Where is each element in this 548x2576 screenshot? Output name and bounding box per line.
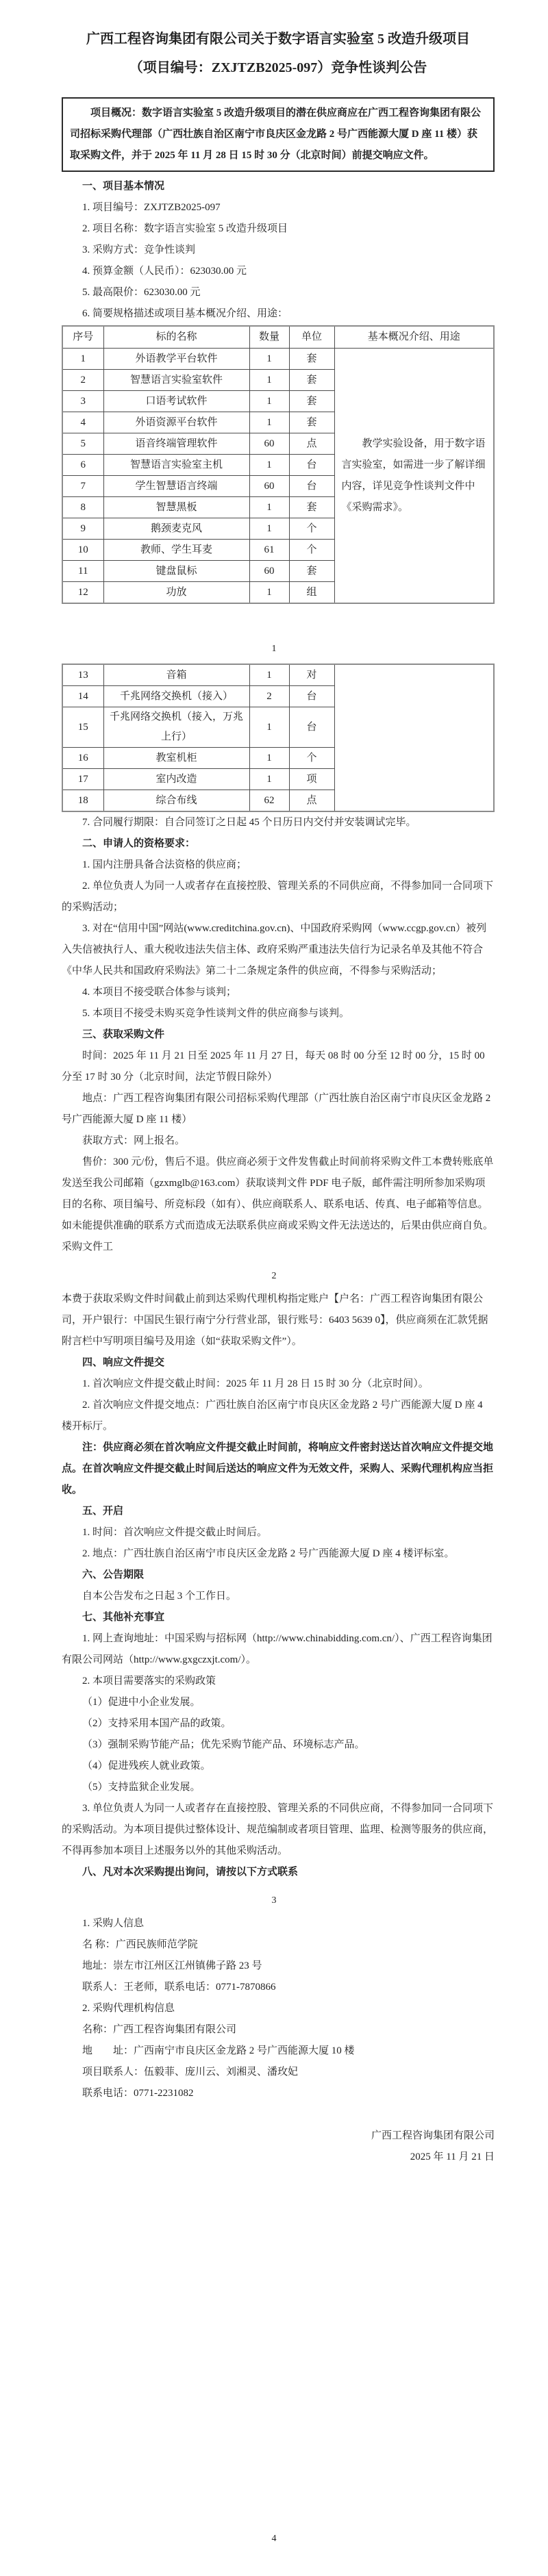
paragraph: 2. 本项目需要落实的采购政策 xyxy=(82,1676,216,1687)
item-qty-cell: 1 xyxy=(249,582,289,604)
item-unit-cell: 个 xyxy=(289,540,334,561)
item-qty-cell: 62 xyxy=(249,790,289,812)
item-unit-cell: 套 xyxy=(289,391,334,412)
item-name-cell: 音箱 xyxy=(103,664,249,686)
paragraph: （1）促进中小企业发展。 xyxy=(82,1697,201,1708)
item-unit-cell: 组 xyxy=(289,582,334,604)
section-heading: 四、响应文件提交 xyxy=(82,1357,165,1368)
item-qty-cell: 1 xyxy=(249,664,289,686)
item-unit-cell: 点 xyxy=(289,790,334,812)
note-paragraph: 注：供应商必须在首次响应文件提交截止时间前，将响应文件密封送达首次响应文件提交地点。在首次响应文件提交截止时间后送达的响应文件为无效文件，采购人、采购代理机构应当拒收。 xyxy=(62,1442,494,1495)
item-no-cell: 11 xyxy=(62,561,103,582)
paragraph: 获取方式：网上报名。 xyxy=(82,1135,186,1146)
item-unit-cell: 台 xyxy=(289,686,334,707)
item-no-cell: 3 xyxy=(62,391,103,412)
paragraph: （5）支持监狱企业发展。 xyxy=(82,1782,201,1793)
item-qty-cell: 60 xyxy=(249,476,289,497)
table-header-row xyxy=(62,326,494,349)
item-qty-cell: 1 xyxy=(249,518,289,540)
paragraph: 6. 简要规格描述或项目基本概况介绍、用途： xyxy=(82,308,288,319)
paragraph: 2. 地点：广西壮族自治区南宁市良庆区金龙路 2 号广西能源大厦 D 座 4 楼评标室。 xyxy=(82,1548,455,1559)
doc-title-line-2: （项目编号：ZXJTZB2025-097）竞争性谈判公告 xyxy=(129,60,427,75)
item-qty-cell: 1 xyxy=(249,707,289,748)
item-name-cell: 鹅颈麦克风 xyxy=(103,518,249,540)
paragraph: 名 称：广西民族师范学院 xyxy=(82,1939,198,1950)
doc-page-4 xyxy=(0,1908,548,2576)
section-heading: 七、其他补充事宜 xyxy=(82,1612,165,1623)
item-unit-cell: 点 xyxy=(289,433,334,455)
page-number: 2 xyxy=(271,1271,277,1281)
item-no-cell: 16 xyxy=(62,748,103,769)
item-qty-cell: 2 xyxy=(249,686,289,707)
page-number: 4 xyxy=(271,2534,277,2544)
paragraph-continuation: 本费于获取采购文件时间截止前到达采购代理机构指定账户【户名：广西工程咨询集团有限公司，开户银行：中国民生银行南宁分行营业部，银行账号：6403 5639 0】，供应商须在汇款凭据附言栏中写明项目编号及用途（如“获取采购文件”）。 xyxy=(62,1293,488,1347)
item-note-cell-empty xyxy=(334,664,494,811)
item-no-cell: 1 xyxy=(62,349,103,370)
item-qty-cell: 1 xyxy=(249,391,289,412)
item-name-cell: 千兆网络交换机（接入，万兆上行） xyxy=(103,707,249,748)
project-overview-box xyxy=(62,97,495,172)
item-no-cell: 12 xyxy=(62,582,103,604)
column-header-3: 单位 xyxy=(289,326,334,349)
signature-company: 广西工程咨询集团有限公司 xyxy=(371,2130,495,2141)
item-name-cell: 外语教学平台软件 xyxy=(103,349,249,370)
paragraph: 2. 首次响应文件提交地点：广西壮族自治区南宁市良庆区金龙路 2 号广西能源大厦 D 座 4 楼开标厅。 xyxy=(62,1400,483,1432)
paragraph: 1. 时间：首次响应文件提交截止时间后。 xyxy=(82,1527,268,1538)
item-qty-cell: 1 xyxy=(249,497,289,518)
column-header-4: 基本概况介绍、用途 xyxy=(334,326,494,349)
signature-date: 2025 年 11 月 21 日 xyxy=(410,2151,495,2162)
paragraph: 1. 国内注册具备合法资格的供应商； xyxy=(82,859,247,870)
paragraph: 1. 网上查询地址：中国采购与招标网（http://www.chinabidding.com.cn/）、广西工程咨询集团有限公司网站（http://www.gxgczxjt.com/）。 xyxy=(62,1633,493,1665)
item-unit-cell: 对 xyxy=(289,664,334,686)
item-unit-cell: 套 xyxy=(289,497,334,518)
item-name-cell: 外语资源平台软件 xyxy=(103,412,249,433)
paragraph: 地 址：广西南宁市良庆区金龙路 2 号广西能源大厦 10 楼 xyxy=(82,2045,355,2056)
section-heading: 六、公告期限 xyxy=(82,1569,145,1580)
section-heading: 五、开启 xyxy=(82,1506,124,1517)
paragraph: 5. 本项目不接受未购买竞争性谈判文件的供应商参与谈判。 xyxy=(82,1008,350,1019)
paragraph: 时间：2025 年 11 月 21 日至 2025 年 11 月 27 日，每天 08 时 00 分至 12 时 00 分，15 时 00 分至 17 时 30 分（北京时间，法定节假日除外） xyxy=(62,1050,485,1083)
column-header-0: 序号 xyxy=(62,326,103,349)
item-qty-cell: 1 xyxy=(249,769,289,790)
item-name-cell: 键盘鼠标 xyxy=(103,561,249,582)
item-unit-cell: 台 xyxy=(289,455,334,476)
doc-page-1 xyxy=(0,0,548,656)
paragraph: 联系电话：0771-2231082 xyxy=(82,2088,194,2099)
paragraph: 5. 最高限价：623030.00 元 xyxy=(82,287,201,298)
paragraph: 名称：广西工程咨询集团有限公司 xyxy=(82,2024,237,2035)
page-number: 3 xyxy=(271,1895,277,1906)
item-name-cell: 室内改造 xyxy=(103,769,249,790)
paragraph: 项目联系人：伍毅菲、庞川云、刘湘灵、潘玫妃 xyxy=(82,2067,299,2078)
doc-page-3 xyxy=(0,1283,548,1908)
paragraph: 7. 合同履行期限：自合同签订之日起 45 个日历日内交付并安装调试完毕。 xyxy=(82,817,416,828)
item-qty-cell: 1 xyxy=(249,370,289,391)
item-no-cell: 8 xyxy=(62,497,103,518)
paragraph: 4. 本项目不接受联合体参与谈判； xyxy=(82,987,237,998)
section-heading: 二、申请人的资格要求： xyxy=(82,838,196,849)
paragraph: （2）支持采用本国产品的政策。 xyxy=(82,1718,232,1729)
item-name-cell: 功放 xyxy=(103,582,249,604)
item-no-cell: 13 xyxy=(62,664,103,686)
item-no-cell: 15 xyxy=(62,707,103,748)
item-name-cell: 智慧黑板 xyxy=(103,497,249,518)
item-unit-cell: 套 xyxy=(289,349,334,370)
page-number: 1 xyxy=(271,644,277,654)
item-qty-cell: 61 xyxy=(249,540,289,561)
paragraph: 2. 单位负责人为同一人或者存在直接控股、管理关系的不同供应商，不得参加同一合同项下的采购活动； xyxy=(62,881,494,913)
item-qty-cell: 60 xyxy=(249,433,289,455)
paragraph: 3. 采购方式：竞争性谈判 xyxy=(82,244,196,255)
paragraph: 联系人：王老师，联系电话：0771-7870866 xyxy=(82,1982,276,1993)
item-unit-cell: 个 xyxy=(289,518,334,540)
item-name-cell: 教室机柜 xyxy=(103,748,249,769)
paragraph: 2. 项目名称：数字语言实验室 5 改造升级项目 xyxy=(82,223,288,234)
item-qty-cell: 1 xyxy=(249,455,289,476)
paragraph: 3. 对在“信用中国”网站(www.creditchina.gov.cn)、中国政府采购网（www.ccgp.gov.cn）被列入失信被执行人、重大税收违法失信主体、政府采购严重违法失信行为记录名单及其他不符合《中华人民共和国政府采购法》第二十二条规定条件的供应商，不得参与采购活动； xyxy=(62,923,487,976)
paragraph: 2. 采购代理机构信息 xyxy=(82,2003,175,2014)
items-table-part2 xyxy=(62,664,495,812)
project-overview-text: 项目概况：数字语言实验室 5 改造升级项目的潜在供应商应在广西工程咨询集团有限公司招标采购代理部（广西壮族自治区南宁市良庆区金龙路 2 号广西能源大厦 D 座 11 楼）获取采购文件，并于 2025 年 11 月 28 日 15 时 30 分（北京时间）前提交响应文件。 xyxy=(70,108,482,161)
item-unit-cell: 个 xyxy=(289,748,334,769)
item-no-cell: 9 xyxy=(62,518,103,540)
item-no-cell: 2 xyxy=(62,370,103,391)
item-unit-cell: 套 xyxy=(289,370,334,391)
item-name-cell: 综合布线 xyxy=(103,790,249,812)
item-unit-cell: 台 xyxy=(289,707,334,748)
column-header-2: 数量 xyxy=(249,326,289,349)
paragraph: （4）促进残疾人就业政策。 xyxy=(82,1760,211,1771)
item-no-cell: 4 xyxy=(62,412,103,433)
items-table-part1 xyxy=(62,325,495,604)
item-name-cell: 智慧语言实验室软件 xyxy=(103,370,249,391)
item-qty-cell: 60 xyxy=(249,561,289,582)
item-name-cell: 教师、学生耳麦 xyxy=(103,540,249,561)
item-no-cell: 14 xyxy=(62,686,103,707)
table-row xyxy=(62,349,494,370)
paragraph: 自本公告发布之日起 3 个工作日。 xyxy=(82,1591,237,1602)
paragraph: 3. 单位负责人为同一人或者存在直接控股、管理关系的不同供应商，不得参加同一合同项下的采购活动。为本项目提供过整体设计、规范编制或者项目管理、监理、检测等服务的供应商，不得再参加本项目上述服务以外的其他采购活动。 xyxy=(62,1803,494,1856)
item-note-cell: 教学实验设备，用于数字语言实验室，如需进一步了解详细内容，详见竞争性谈判文件中《采购需求》。 xyxy=(334,349,494,604)
item-unit-cell: 套 xyxy=(289,412,334,433)
item-name-cell: 学生智慧语言终端 xyxy=(103,476,249,497)
item-no-cell: 5 xyxy=(62,433,103,455)
item-qty-cell: 1 xyxy=(249,748,289,769)
item-no-cell: 18 xyxy=(62,790,103,812)
paragraph: 地址：崇左市江州区江州镇佛子路 23 号 xyxy=(82,1960,262,1971)
item-name-cell: 口语考试软件 xyxy=(103,391,249,412)
item-no-cell: 7 xyxy=(62,476,103,497)
doc-page-2 xyxy=(0,656,548,1283)
item-name-cell: 语音终端管理软件 xyxy=(103,433,249,455)
doc-title-line-1: 广西工程咨询集团有限公司关于数字语言实验室 5 改造升级项目 xyxy=(86,31,470,47)
paragraph: 4. 预算金额（人民币）：623030.00 元 xyxy=(82,266,247,277)
item-qty-cell: 1 xyxy=(249,349,289,370)
paragraph: 1. 首次响应文件提交截止时间：2025 年 11 月 28 日 15 时 30 分（北京时间）。 xyxy=(82,1378,429,1389)
paragraph: 地点：广西工程咨询集团有限公司招标采购代理部（广西壮族自治区南宁市良庆区金龙路 2 号广西能源大厦 D 座 11 楼） xyxy=(62,1093,491,1125)
item-no-cell: 17 xyxy=(62,769,103,790)
section-heading: 一、项目基本情况 xyxy=(82,181,165,192)
item-name-cell: 千兆网络交换机（接入） xyxy=(103,686,249,707)
section-heading: 三、获取采购文件 xyxy=(82,1029,165,1040)
column-header-1: 标的名称 xyxy=(103,326,249,349)
item-no-cell: 6 xyxy=(62,455,103,476)
paragraph: （3）强制采购节能产品；优先采购节能产品、环境标志产品。 xyxy=(82,1739,365,1750)
paragraph: 1. 项目编号：ZXJTZB2025-097 xyxy=(82,202,221,213)
item-unit-cell: 台 xyxy=(289,476,334,497)
item-unit-cell: 套 xyxy=(289,561,334,582)
item-qty-cell: 1 xyxy=(249,412,289,433)
item-no-cell: 10 xyxy=(62,540,103,561)
paragraph: 售价：300 元/份，售后不退。供应商必须于文件发售截止时间前将采购文件工本费转账底单发送至我公司邮箱（gzxmglb@163.com）获取谈判文件 PDF 电子版，邮件需注明所参加采购项目的名称、项目编号、所竞标段（如有）、供应商联系人、联系电话、传真、电子邮箱等信息。如未能提供准确的联系方式而造成无法联系供应商或采购文件无法送达的，后果由供应商自负。采购文件工 xyxy=(62,1157,494,1252)
item-name-cell: 智慧语言实验室主机 xyxy=(103,455,249,476)
item-unit-cell: 项 xyxy=(289,769,334,790)
table-row xyxy=(62,664,494,686)
section-heading: 八、凡对本次采购提出询问，请按以下方式联系 xyxy=(82,1867,299,1878)
paragraph: 1. 采购人信息 xyxy=(82,1918,145,1929)
